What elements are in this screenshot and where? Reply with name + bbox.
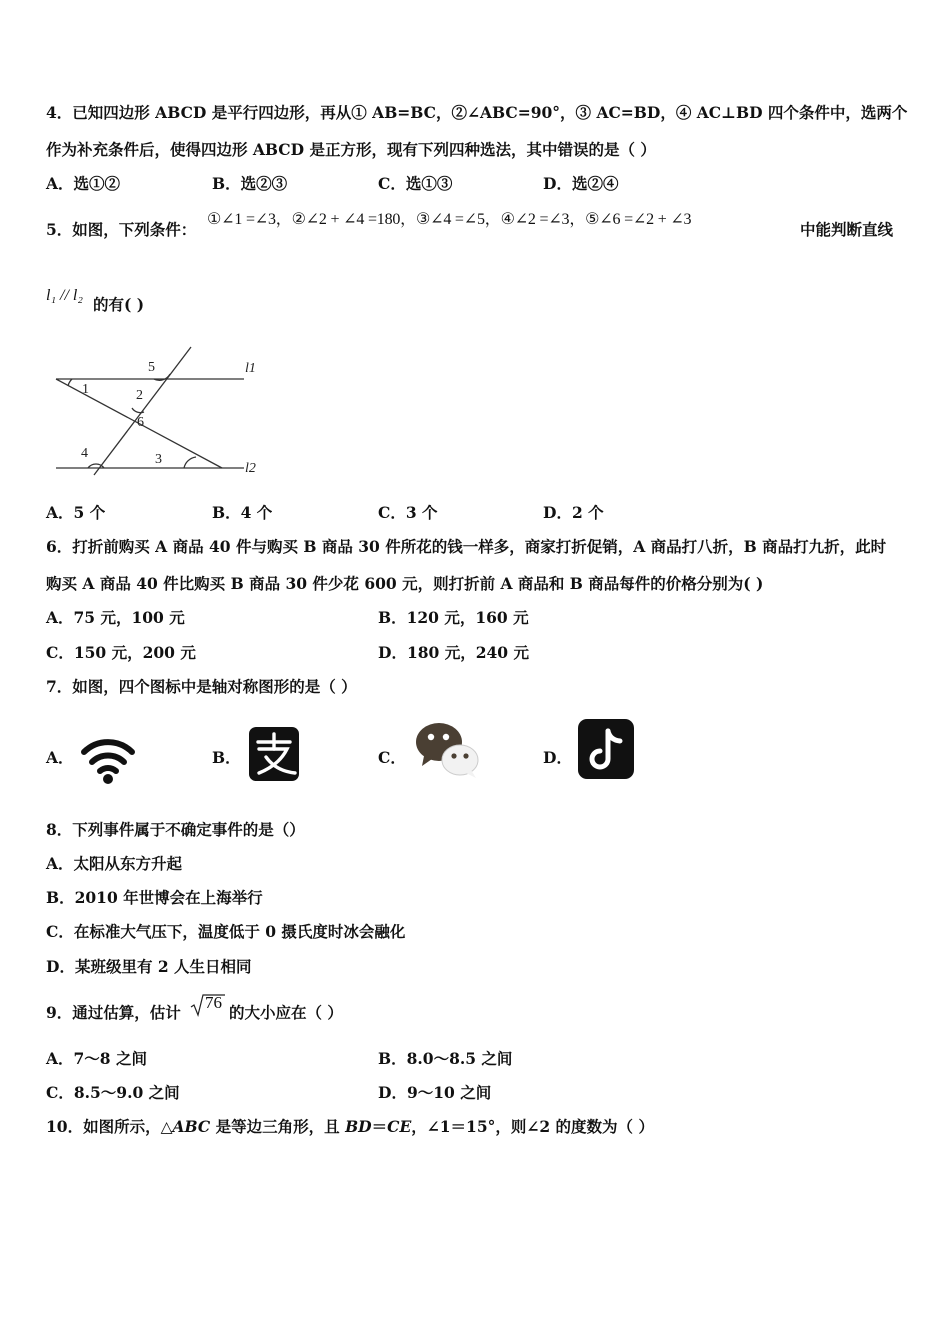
q8-option-a[interactable]: A．太阳从东方升起 (46, 854, 183, 873)
q4-option-b[interactable]: B．选②③ (212, 174, 288, 193)
q5-conditions: ①∠1 =∠3，②∠2 + ∠4 =180，③∠4 =∠5，④∠2 =∠3，⑤∠6 =∠2 + ∠3 (207, 211, 692, 228)
q9-stem-suffix: 的大小应在（ ） (229, 1003, 343, 1022)
q5-option-b[interactable]: B．4 个 (212, 503, 273, 522)
q8-option-b[interactable]: B．2010 年世博会在上海举行 (46, 888, 263, 907)
q9-stem-prefix: 9．通过估算，估计 (46, 1003, 181, 1022)
q9-option-c[interactable]: C．8.5～9.0 之间 (46, 1083, 180, 1102)
q6-option-c[interactable]: C．150 元，200 元 (46, 643, 196, 662)
angle-label-1: 1 (82, 382, 89, 397)
q7-option-a[interactable]: A． (46, 748, 74, 767)
q8-option-c[interactable]: C．在标准大气压下，温度低于 0 摄氏度时冰会融化 (46, 922, 406, 941)
alipay-icon (249, 727, 299, 781)
q5-figure (44, 344, 264, 479)
q4-option-a[interactable]: A．选①② (46, 174, 121, 193)
q8-stem: 8．下列事件属于不确定事件的是（） (46, 820, 305, 839)
line-label-l2: l2 (245, 461, 256, 476)
q5-option-c[interactable]: C．3 个 (378, 503, 438, 522)
q8-option-d[interactable]: D．某班级里有 2 人生日相同 (46, 957, 252, 976)
q7-option-b[interactable]: B． (212, 748, 241, 767)
angle-label-4: 4 (81, 446, 88, 461)
q5-parallel-math: l₁ // l₂ (46, 287, 83, 304)
q6-option-a[interactable]: A．75 元，100 元 (46, 608, 185, 627)
q9-option-d[interactable]: D．9～10 之间 (378, 1083, 492, 1102)
q9-option-b[interactable]: B．8.0～8.5 之间 (378, 1049, 513, 1068)
q7-option-c[interactable]: C． (378, 748, 406, 767)
q4-option-c[interactable]: C．选①③ (378, 174, 453, 193)
q6-option-b[interactable]: B．120 元，160 元 (378, 608, 529, 627)
angle-label-5: 5 (148, 360, 155, 375)
tiktok-icon (578, 719, 634, 779)
wifi-icon (78, 730, 138, 786)
q4-option-d[interactable]: D．选②④ (543, 174, 619, 193)
q6-stem-line1: 6．打折前购买 A 商品 40 件与购买 B 商品 30 件所花的钱一样多，商家打折促销，A 商品打八折，B 商品打九折，此时 (46, 537, 887, 556)
q5-option-d[interactable]: D．2 个 (543, 503, 604, 522)
q4-stem-line1: 4．已知四边形 ABCD 是平行四边形，再从① AB=BC，②∠ABC=90°，③ AC=BD，④ AC⊥BD 四个条件中，选两个 (46, 103, 908, 122)
transversal-b (94, 347, 191, 475)
q4-stem-line2: 作为补充条件后，使得四边形 ABCD 是正方形，现有下列四种选法，其中错误的是（ ） (46, 140, 656, 159)
line-label-l1: l1 (245, 361, 256, 376)
q9-option-a[interactable]: A．7～8 之间 (46, 1049, 147, 1068)
q6-stem-line2: 购买 A 商品 40 件比购买 B 商品 30 件少花 600 元，则打折前 A 商品和 B 商品每件的价格分别为( ) (46, 574, 764, 593)
q5-stem-line2: 的有( ) (93, 295, 145, 314)
angle-label-6: 6 (137, 415, 144, 430)
q7-stem: 7．如图，四个图标中是轴对称图形的是（ ） (46, 677, 357, 696)
q5-stem-prefix: 5．如图，下列条件： (46, 220, 197, 239)
q10-stem: 10．如图所示，△ABC 是等边三角形，且 BD＝CE，∠1＝15°，则∠2 的度数为（ ） (46, 1117, 654, 1136)
q6-option-d[interactable]: D．180 元，240 元 (378, 643, 529, 662)
q5-option-a[interactable]: A．5 个 (46, 503, 106, 522)
q7-option-d[interactable]: D． (543, 748, 572, 767)
angle-label-3: 3 (155, 452, 162, 467)
angle-label-2: 2 (136, 388, 143, 403)
q9-radicand: 76 (205, 993, 222, 1012)
q5-stem-suffix: 中能判断直线 (800, 220, 894, 239)
wechat-icon (414, 720, 480, 780)
